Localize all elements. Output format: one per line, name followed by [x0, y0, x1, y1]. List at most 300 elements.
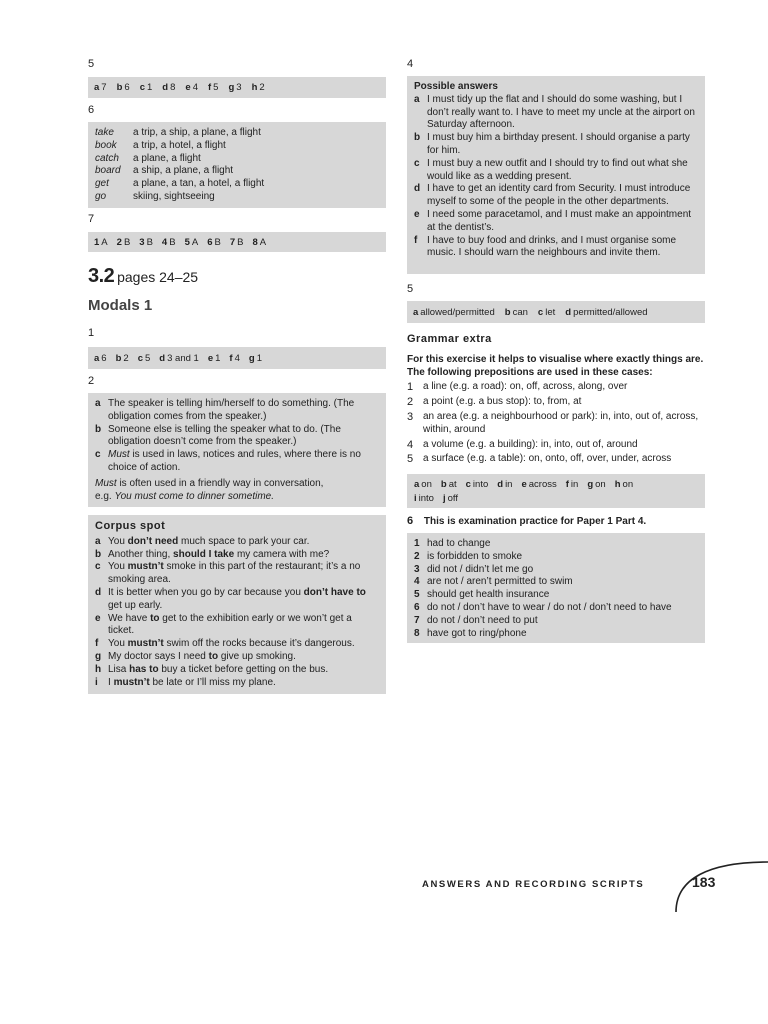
list-text	[427, 209, 698, 235]
text: I must buy him a birthday present. I should organise a party for him.	[427, 132, 690, 156]
list-item	[414, 589, 698, 602]
answer-item	[94, 237, 108, 250]
page-corner-curve	[670, 858, 768, 914]
answer-item	[538, 307, 555, 320]
list-item	[414, 183, 698, 209]
answer-item	[208, 82, 218, 95]
text: I must buy a new outfit and I should try to find out what she would like as a wedding present.	[427, 157, 688, 182]
list-marker: a	[414, 93, 420, 105]
text: I	[108, 676, 114, 688]
answer-value: 5	[213, 81, 219, 93]
answer-value: B	[123, 236, 131, 248]
list-item	[414, 209, 698, 235]
list-item	[414, 602, 698, 615]
list-item	[95, 549, 379, 562]
exercise-5-answers-right	[407, 301, 705, 323]
answer-item	[587, 479, 605, 492]
answer-value: 5	[145, 352, 151, 364]
answer-item	[414, 479, 432, 492]
answer-letter: e	[207, 352, 214, 364]
answer-letter: 2	[116, 236, 122, 248]
answer-value: B	[214, 236, 221, 248]
list-text	[427, 576, 698, 589]
grammar-intro-1: For this exercise it helps to visualise where exactly things are.	[407, 353, 704, 365]
list-marker: a	[95, 398, 101, 409]
answer-item	[230, 237, 244, 250]
answer-letter: b	[115, 352, 122, 364]
list-item	[414, 235, 698, 261]
grammar-number: 4	[407, 438, 414, 451]
answer-value: on	[421, 478, 432, 490]
question-1-number: 1	[88, 327, 95, 339]
corpus-spot-box	[88, 515, 386, 694]
verb-collocates: a trip, a hotel, a flight	[133, 139, 226, 151]
answer-value: 2	[259, 81, 265, 93]
answer-letter: b	[504, 306, 511, 318]
verb: catch	[95, 152, 119, 164]
answer-letter: g	[228, 81, 235, 93]
exercise-6-instruction: This is examination practice for Paper 1 Part 4.	[423, 516, 647, 527]
list-text	[108, 424, 379, 450]
answer-item	[94, 82, 107, 95]
text: My doctor says I need	[108, 650, 209, 662]
answer-letter: d	[162, 81, 169, 93]
list-text	[427, 589, 698, 602]
grammar-number: 2	[407, 396, 414, 409]
text: my camera with me?	[234, 548, 330, 560]
list-text	[427, 132, 698, 158]
list-item	[95, 536, 379, 549]
list-marker: 7	[414, 614, 420, 626]
answer-letter: h	[614, 478, 621, 490]
list-text	[108, 549, 379, 562]
answer-letter: a	[413, 306, 419, 318]
list-item	[414, 615, 698, 628]
text: have got to ring/phone	[427, 627, 527, 639]
list-marker: d	[95, 586, 102, 598]
exercise-4-answers	[407, 76, 705, 274]
verb-row	[95, 140, 379, 153]
note-eg: e.g.	[95, 490, 115, 502]
list-text	[427, 628, 698, 641]
list-text	[427, 602, 698, 615]
grammar-item	[407, 439, 705, 452]
answer-item	[94, 353, 107, 366]
text: I need some paracetamol, and I must make an appointment at the dentist’s.	[427, 208, 692, 233]
answer-item	[139, 237, 153, 250]
list-item	[95, 561, 379, 587]
list-marker: a	[95, 535, 101, 547]
answer-item	[497, 479, 512, 492]
text: You	[108, 535, 128, 547]
list-marker: 3	[414, 563, 420, 575]
answer-value: 1	[147, 81, 153, 93]
text: It is better when you go by car because you	[108, 586, 304, 598]
correction: don’t have to	[303, 586, 366, 598]
text: I must tidy up the flat and I should do some washing, but I don’t really want to. I have to meet my uncle at the airport on Saturday afternoon.	[427, 93, 695, 131]
answer-item	[138, 353, 151, 366]
text: Another thing,	[108, 548, 174, 560]
answer-item	[414, 493, 434, 506]
verb-collocates: a trip, a ship, a plane, a flight	[133, 127, 261, 138]
grammar-extra-title: Grammar extra	[407, 333, 492, 345]
answer-item	[252, 237, 266, 250]
list-text	[108, 613, 379, 639]
answer-letter: g	[587, 478, 594, 490]
list-item	[95, 651, 379, 664]
answer-item	[208, 353, 221, 366]
answer-value: in	[505, 478, 513, 490]
grammar-item	[407, 381, 705, 394]
page-number: 183	[692, 874, 716, 890]
text: You	[108, 638, 128, 650]
list-text	[108, 638, 379, 651]
corpus-spot-title: Corpus spot	[95, 520, 166, 532]
grammar-extra-section	[407, 333, 705, 468]
verb-collocates: a ship, a plane, a flight	[133, 165, 234, 177]
verb-row	[95, 178, 379, 191]
answer-item	[615, 479, 633, 492]
list-text	[427, 564, 698, 577]
list-text	[427, 158, 698, 184]
text: do not / don’t have to wear / do not / don’t need to have	[427, 601, 672, 613]
text: had to change	[427, 538, 491, 549]
running-head: ANSWERS AND RECORDING SCRIPTS	[422, 879, 645, 890]
answer-value: allowed/permitted	[420, 306, 495, 318]
answer-letter: f	[208, 81, 212, 93]
verb-collocates: a plane, a tan, a hotel, a flight	[133, 178, 265, 190]
answer-value: B	[169, 236, 176, 248]
answer-value: 4	[234, 352, 240, 364]
verb: book	[95, 139, 117, 151]
answer-letter: c	[465, 478, 471, 490]
answer-letter: 7	[229, 236, 236, 248]
grammar-text: a point (e.g. a bus stop): to, from, at	[423, 396, 582, 408]
answer-value: into	[418, 492, 434, 504]
note-emphasis: Must	[95, 477, 117, 489]
correction: don’t need	[127, 535, 179, 547]
list-item	[95, 398, 379, 424]
verb: get	[95, 178, 109, 190]
exercise-6-heading-right	[407, 515, 705, 529]
answer-letter: 6	[207, 236, 213, 248]
answer-letter: 8	[252, 236, 258, 248]
answer-letter: 1	[94, 236, 100, 248]
list-marker: h	[95, 663, 102, 675]
list-text	[108, 398, 379, 424]
grammar-number: 1	[407, 381, 414, 394]
section-pages: pages 24–25	[117, 269, 199, 285]
list-marker: g	[95, 650, 102, 662]
list-marker: 6	[414, 601, 420, 613]
answer-value: on	[595, 478, 606, 490]
text: do not / don’t need to put	[427, 614, 538, 626]
answer-value: 3 and 1	[167, 352, 199, 364]
list-text	[427, 183, 698, 209]
exercise-4-number: 4	[407, 58, 414, 70]
text: should get health insurance	[427, 589, 550, 601]
verb-row	[95, 127, 379, 140]
correction: mustn’t	[127, 561, 164, 573]
question-2-note	[95, 478, 379, 504]
question-1-answers	[88, 347, 386, 369]
text: swim off the rocks because it’s dangerous.	[163, 638, 355, 650]
answer-value: A	[191, 236, 199, 248]
list-marker: i	[95, 676, 98, 688]
answer-letter: d	[159, 352, 166, 364]
note-example: You must come to dinner sometime.	[114, 490, 274, 502]
text: I have to buy food and drinks, and I must organise some music. I should warn the neighbours and invite them.	[427, 234, 677, 259]
list-marker: 2	[414, 550, 420, 562]
answer-letter: e	[521, 478, 527, 490]
answer-letter: c	[537, 306, 544, 318]
grammar-text: a surface (e.g. a table): on, onto, off, over, under, across	[423, 453, 672, 465]
exercise-6-answers	[88, 122, 386, 208]
list-item	[95, 449, 379, 475]
list-item	[414, 576, 698, 589]
answer-letter: 5	[184, 236, 190, 248]
answer-item	[185, 82, 198, 95]
grammar-item	[407, 411, 705, 437]
answer-item	[565, 307, 647, 320]
grammar-item	[407, 453, 705, 466]
answer-value: off	[447, 492, 458, 504]
answer-letter: i	[414, 492, 417, 504]
answer-value: can	[512, 306, 528, 318]
answer-value: let	[545, 306, 556, 318]
list-text	[108, 677, 379, 690]
grammar-number: 3	[407, 410, 414, 423]
answer-value: 7	[101, 81, 107, 93]
answer-value: 8	[170, 81, 176, 93]
answer-letter: g	[248, 352, 255, 364]
answer-value: permitted/allowed	[573, 306, 648, 318]
list-item	[414, 158, 698, 184]
answer-item	[229, 353, 239, 366]
list-item	[95, 664, 379, 677]
exercise-5-number: 5	[88, 58, 95, 70]
list-marker: d	[414, 183, 421, 195]
grammar-text: an area (e.g. a neighbourhood or park): in, into, out of, across, within, around	[423, 410, 699, 435]
text: Lisa	[108, 663, 130, 675]
list-marker: b	[414, 132, 421, 144]
answer-value: B	[237, 236, 244, 248]
answer-value: in	[570, 478, 579, 490]
text: We have	[108, 612, 151, 624]
text: are not / aren’t permitted to swim	[427, 576, 573, 588]
text: You	[108, 561, 128, 573]
list-marker: c	[414, 157, 420, 169]
list-marker: c	[95, 449, 101, 461]
text: give up smoking.	[218, 650, 296, 662]
answer-letter: b	[116, 81, 123, 93]
answer-letter: d	[497, 478, 504, 490]
text: get up early.	[108, 599, 163, 611]
text: is forbidden to smoke	[427, 550, 523, 562]
correction: should I take	[173, 548, 235, 560]
question-2-number: 2	[88, 375, 95, 387]
answer-value: B	[146, 236, 153, 248]
verb-row	[95, 165, 379, 178]
list-item	[95, 613, 379, 639]
list-text	[108, 536, 379, 549]
answer-item	[116, 353, 129, 366]
correction: to	[150, 612, 160, 624]
answer-item	[521, 479, 556, 492]
answer-letter: f	[229, 352, 233, 364]
answer-letter: 4	[161, 236, 168, 248]
correction: mustn’t	[113, 676, 150, 688]
exercise-6-number-right: 6	[407, 515, 414, 527]
list-marker: 8	[414, 627, 420, 639]
answer-letter: a	[414, 478, 420, 490]
answer-value: 1	[215, 352, 221, 364]
verb: take	[95, 127, 114, 138]
text: I have to get an identity card from Security. I must introduce myself to some of the people in the other departments.	[427, 183, 691, 208]
answer-item	[228, 82, 241, 95]
list-text	[427, 235, 698, 261]
section-heading	[88, 265, 199, 287]
verb-row	[95, 153, 379, 166]
answer-value: on	[622, 478, 634, 490]
text: The speaker is telling him/herself to do something. (The obligation comes from the speaker.)	[108, 398, 355, 422]
answer-item	[413, 307, 495, 320]
answer-value: at	[448, 478, 457, 490]
exercise-5-answers	[88, 77, 386, 98]
exercise-7-number: 7	[88, 213, 95, 225]
list-text	[108, 651, 379, 664]
verb-row	[95, 191, 379, 204]
answer-value: A	[101, 236, 108, 248]
list-item	[414, 94, 698, 132]
list-text	[108, 664, 379, 677]
answer-item	[249, 353, 262, 366]
emphasis: Must	[108, 449, 130, 461]
answer-value: across	[528, 478, 557, 490]
verb: board	[95, 165, 121, 177]
verb: go	[95, 190, 107, 202]
answer-item	[159, 353, 199, 366]
answer-value: 3	[236, 81, 242, 93]
list-item	[95, 677, 379, 690]
answer-value: 1	[256, 352, 262, 364]
grammar-extra-answers	[407, 474, 705, 508]
answer-letter: j	[442, 492, 446, 504]
list-marker: c	[95, 561, 101, 573]
exercise-6-answers-right	[407, 533, 705, 643]
list-item	[414, 132, 698, 158]
correction: to	[208, 650, 219, 662]
text: be late or I’ll miss my plane.	[149, 676, 276, 688]
list-marker: 4	[414, 576, 420, 588]
verb-collocates: skiing, sightseeing	[133, 190, 215, 202]
answer-value: A	[259, 236, 267, 248]
text: is used in laws, notices and rules, where there is no choice of action.	[108, 449, 361, 473]
answer-letter: f	[565, 478, 569, 490]
answer-letter: h	[251, 81, 258, 93]
list-item	[95, 587, 379, 613]
answer-letter: 3	[139, 236, 145, 248]
list-text	[108, 587, 379, 613]
possible-answers-title: Possible answers	[414, 81, 498, 92]
list-item	[414, 538, 698, 551]
text: smoke in this part of the restaurant; it’s a no smoking area.	[108, 561, 361, 586]
answer-value: into	[472, 478, 489, 490]
question-2-answers	[88, 393, 386, 507]
answer-item	[162, 82, 175, 95]
section-title: Modals 1	[88, 297, 153, 314]
list-marker: b	[95, 548, 102, 560]
list-text	[427, 551, 698, 564]
answer-item	[117, 237, 131, 250]
exercise-7-answers	[88, 232, 386, 252]
list-marker: e	[414, 208, 420, 220]
section-number: 3.2	[88, 265, 115, 287]
list-marker: e	[95, 612, 101, 624]
text: did not / didn’t let me go	[427, 563, 534, 575]
list-marker: 1	[414, 538, 420, 549]
exercise-5-number-right: 5	[407, 283, 414, 295]
answer-letter: c	[139, 81, 145, 93]
list-marker: f	[95, 638, 99, 650]
answer-item	[466, 479, 489, 492]
list-marker: 5	[414, 589, 420, 601]
text: much space to park your car.	[178, 535, 310, 547]
answer-letter: a	[94, 81, 100, 93]
answer-letter: c	[137, 352, 143, 364]
list-marker: f	[414, 234, 418, 246]
answer-item	[185, 237, 199, 250]
text: Someone else is telling the speaker what to do. (The obligation doesn’t come from the speaker.)	[108, 423, 341, 448]
list-item	[414, 551, 698, 564]
answer-value: 6	[124, 81, 130, 93]
answer-item	[252, 82, 265, 95]
answer-value: 6	[101, 352, 107, 364]
list-text	[108, 561, 379, 587]
answer-value: 2	[123, 352, 129, 364]
text: buy a ticket before getting on the bus.	[158, 663, 329, 675]
list-item	[95, 638, 379, 651]
list-text	[427, 94, 698, 132]
list-text	[427, 538, 698, 551]
answer-item	[505, 307, 528, 320]
correction: has to	[129, 663, 159, 675]
grammar-item	[407, 396, 705, 409]
grammar-text: a volume (e.g. a building): in, into, out of, around	[423, 438, 638, 450]
answer-item	[566, 479, 579, 492]
list-item	[414, 564, 698, 577]
answer-item	[117, 82, 130, 95]
answer-value: 4	[192, 81, 198, 93]
list-text	[427, 615, 698, 628]
list-marker: b	[95, 423, 102, 435]
grammar-number: 5	[407, 453, 414, 466]
answer-letter: a	[94, 352, 100, 364]
answer-item	[162, 237, 176, 250]
answer-item	[140, 82, 153, 95]
correction: mustn’t	[127, 638, 164, 650]
verb-collocates: a plane, a flight	[133, 152, 201, 164]
note-text: is often used in a friendly way in conversation,	[116, 477, 324, 489]
grammar-text: a line (e.g. a road): on, off, across, along, over	[423, 381, 628, 393]
answer-item	[207, 237, 221, 250]
answer-item	[441, 479, 457, 492]
list-item	[414, 628, 698, 641]
answer-letter: e	[185, 81, 191, 93]
answer-letter: d	[565, 306, 572, 318]
exercise-6-number: 6	[88, 104, 95, 116]
list-text	[108, 449, 379, 475]
